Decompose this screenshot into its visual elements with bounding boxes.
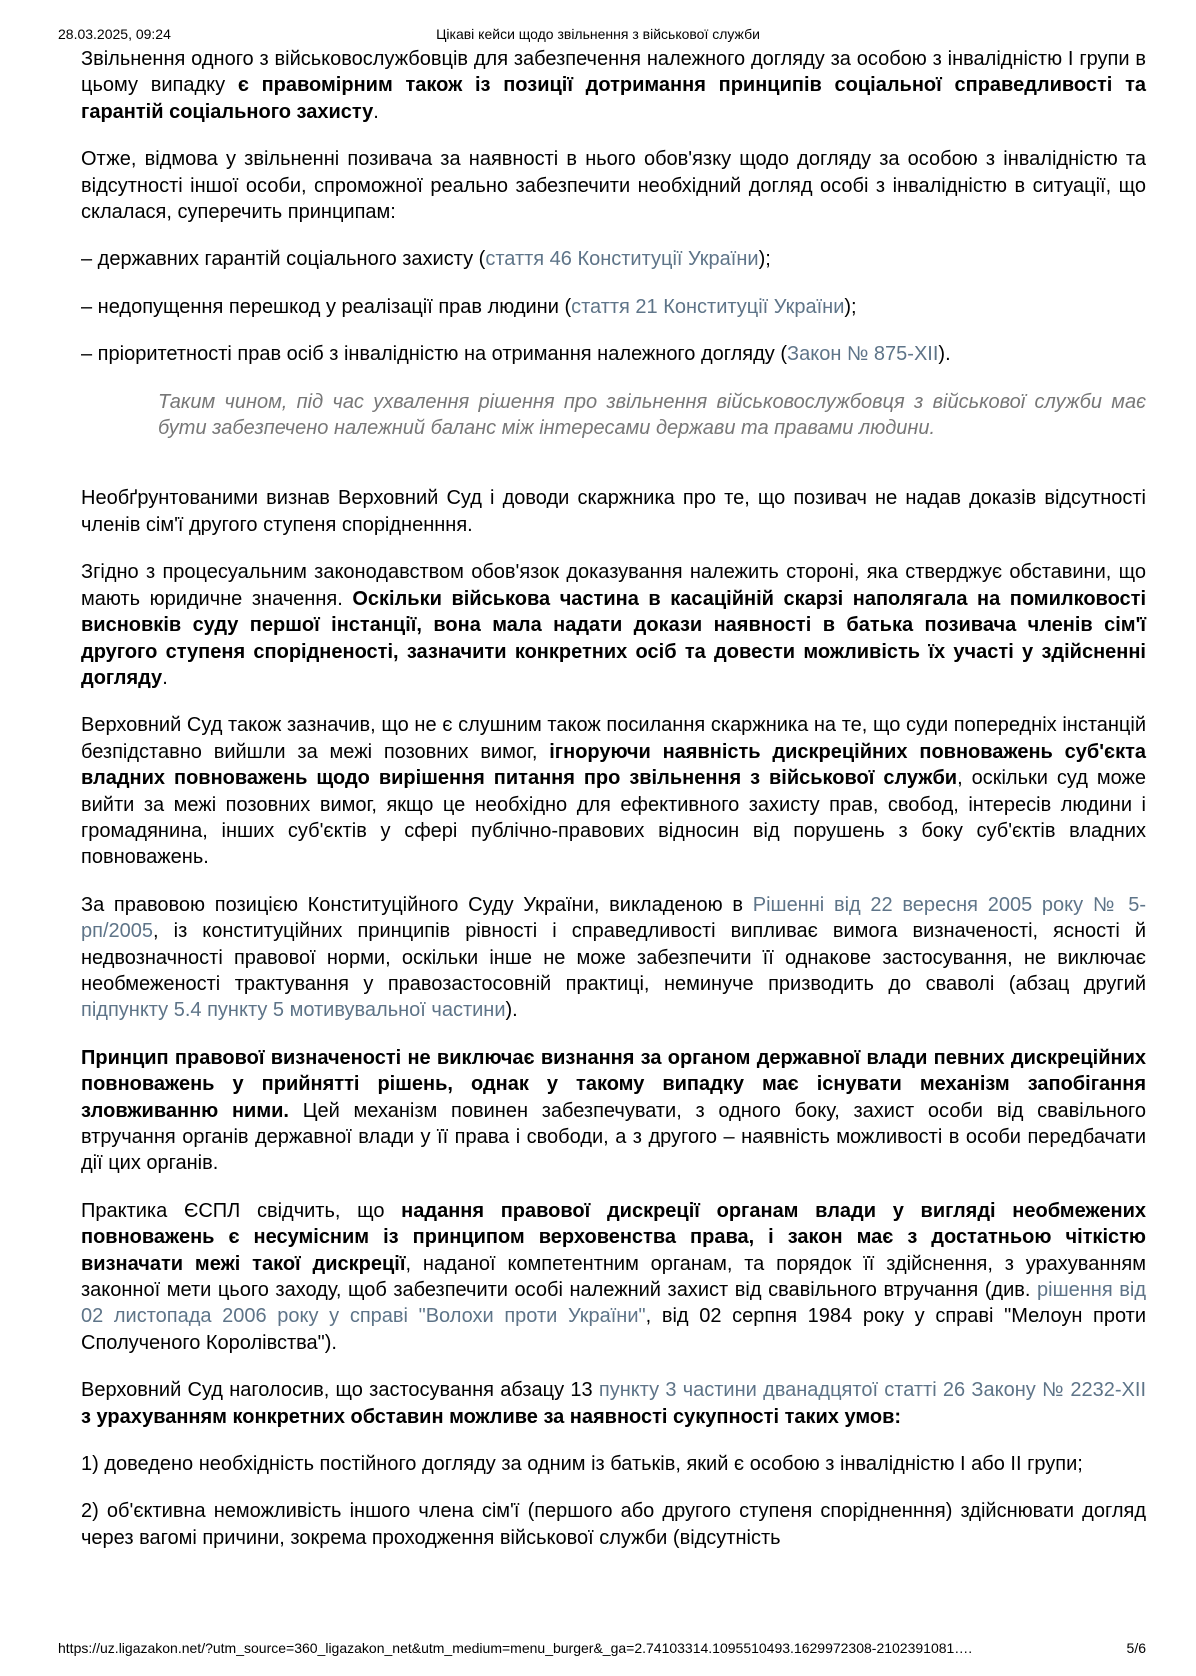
print-url: https://uz.ligazakon.net/?utm_source=360_ligazakon_net&utm_medium=menu_burger&_ga=2.74103314.1095510493.1629972308-2102391081…. — [58, 1640, 973, 1656]
paragraph: Згідно з процесуальним законодавством обов'язок доказування належить стороні, яка стверджує обставини, що мають юридичне значення. Оскільки військова частина в касаційній скарзі наполягала на помилковості висновків суду першої інстанції, вона мала надати докази наявності в батька позивача членів сім'ї другого ступеня спорідненості, зазначити конкретних осіб та довести можливість їх участі у здійсненні догляду. — [81, 561, 1147, 689]
page-number: 5/6 — [1126, 1640, 1146, 1656]
article-body — [81, 46, 1146, 1551]
paragraph: Верховний Суд також зазначив, що не є слушним також посилання скаржника на те, що суди попередніх інстанцій безпідставно вийшли за межі позовних вимог, ігноруючи наявність дискреційних повноважень суб'єкта владних повноважень щодо вирішення питання про звільнення з військової служби, оскільки суд може вийти за межі позовних вимог, якщо це необхідно для ефективного захисту прав, свобод, інтересів людини і громадянина, інших суб'єктів у сфері публічно-правових відносин від порушень з боку суб'єктів владних повноважень. — [81, 714, 1147, 869]
link-constitution-art-21[interactable]: стаття 21 Конституції України — [571, 295, 845, 318]
paragraph: Верховний Суд наголосив, що застосування абзацу 13 пункту 3 частини дванадцятої статті 26 Закону № 2232-XII з урахуванням конкретних обставин можливе за наявності сукупності таких умов: — [81, 1379, 1146, 1428]
print-footer — [0, 1640, 1196, 1660]
list-item: – недопущення перешкод у реалізації прав людини (стаття 21 Конституції України); — [81, 295, 857, 318]
quote-block: Таким чином, під час ухвалення рішення про звільнення військовослужбовця з військової служби має бути забезпечено належний баланс між інтересами держави та правами людини. — [158, 390, 1146, 440]
link-constitution-art-46[interactable]: стаття 46 Конституції України — [485, 248, 759, 271]
bold-text: Оскільки військова частина в касаційній скарзі наполягала на помилковості висновків суду першої інстанції, вона мала надати докази наявності в батька позивача членів сім'ї другого ступеня спорідненості, зазначити конкретних осіб та довести можливість їх участі у здійсненні догляду — [81, 587, 1147, 689]
paragraph: Необґрунтованими визнав Верховний Суд і доводи скаржника про те, що позивач не надав доказів відсутності членів сім'ї другого ступеня спорідненння. — [81, 487, 1146, 536]
link-volokhy-v-ukraine[interactable]: рішення від 02 листопада 2006 року у справі "Волохи проти України" — [81, 1279, 1147, 1328]
list-item: – пріоритетності прав осіб з інвалідністю на отримання належного догляду (Закон № 875-XII). — [81, 343, 951, 366]
link-ccu-decision-5-rp-2005[interactable]: Рішенні від 22 вересня 2005 року № 5-рп/2005 — [81, 893, 1146, 943]
paragraph: 1) доведено необхідність постійного догляду за одним із батьків, який є особою з інвалідністю I або II групи; — [81, 1453, 1083, 1476]
paragraph: Практика ЄСПЛ свідчить, що надання правової дискреції органам влади у вигляді необмежених повноважень є несумісним із принципом верховенства права, і закон має з достатньою чіткістю визначати межі такої дискреції, наданої компетентним органам, та порядок її здійснення, з урахуванням законної мети цього заходу, щоб забезпечити особі належний захист від свавільного втручання (див. рішення від 02 листопада 2006 року у справі "Волохи проти України", від 02 серпня 1984 року у справі "Мелоун проти Сполученого Королівства"). — [81, 1199, 1147, 1354]
print-datetime: 28.03.2025, 09:24 — [58, 26, 171, 42]
paragraph: За правовою позицією Конституційного Суду України, викладеною в Рішенні від 22 вересня 2005 року № 5-рп/2005, із конституційних принципів рівності і справедливості випливає вимога визначеності, ясності й недвозначності правової норми, оскільки інше не може забезпечити її однакове застосування, не виключає необмеженості трактування у правозастосовній практиці, неминуче призводить до сваволі (абзац другий підпункту 5.4 пункту 5 мотивувальної частини). — [81, 893, 1146, 1022]
link-law-875-xii[interactable]: Закон № 875-XII — [787, 343, 939, 366]
bold-text: Принцип правової визначеності не виключає визнання за органом державної влади певних дискреційних повноважень у прийнятті рішень, однак у такому випадку має існувати механізм запобігання зловживанню ними. — [81, 1046, 1146, 1122]
paragraph: 2) об'єктивна неможливість іншого члена сім'ї (першого або другого ступеня спорідненння) здійснювати догляд через вагомі причини, зокрема проходження військової служби (відсутність — [81, 1500, 1146, 1549]
print-header — [0, 26, 1196, 46]
paragraph: Принцип правової визначеності не виключає визнання за органом державної влади певних дискреційних повноважень у прийнятті рішень, однак у такому випадку має існувати механізм запобігання зловживанню ними. Цей механізм повинен забезпечувати, з одного боку, захист особи від свавільного втручання органів державної влади у її права і свободи, а з другого – наявність можливості в особи передбачати дії цих органів. — [81, 1046, 1146, 1175]
bold-text: ігноруючи наявність дискреційних повноважень суб'єкта владних повноважень щодо вирішення питання про звільнення з військової служби — [81, 740, 1146, 790]
paragraph: Отже, відмова у звільненні позивача за наявності в нього обов'язку щодо догляду за особою з інвалідністю та відсутності іншої особи, спроможної реально забезпечити необхідний догляд особі з інвалідністю в ситуації, що склалася, суперечить принципам: — [81, 148, 1146, 224]
link-subparagraph-5-4[interactable]: підпункту 5.4 пункту 5 мотивувальної частини — [81, 999, 506, 1022]
link-law-2232-xii-art-26[interactable]: пункту 3 частини дванадцятої статті 26 Закону № 2232-XII — [598, 1379, 1146, 1402]
bold-text: надання правової дискреції органам влади у вигляді необмежених повноважень є несумісним із принципом верховенства права, і закон має з достатньою чіткістю визначати межі такої дискреції — [81, 1199, 1146, 1275]
paragraph: Звільнення одного з військовослужбовців для забезпечення належного догляду за особою з інвалідністю I групи в цьому випадку є правомірним також із позиції дотримання принципів соціальної справедливості та гарантій соціального захисту. — [81, 48, 1146, 123]
print-page-title: Цікаві кейси щодо звільнення з військової служби — [436, 26, 760, 42]
bold-text: є правомірним також із позиції дотримання принципів соціальної справедливості та гарантій соціального захисту — [81, 74, 1146, 123]
list-item: – державних гарантій соціального захисту (стаття 46 Конституції України); — [81, 248, 771, 271]
bold-text: з урахуванням конкретних обставин можливе за наявності сукупності таких умов: — [81, 1405, 902, 1428]
